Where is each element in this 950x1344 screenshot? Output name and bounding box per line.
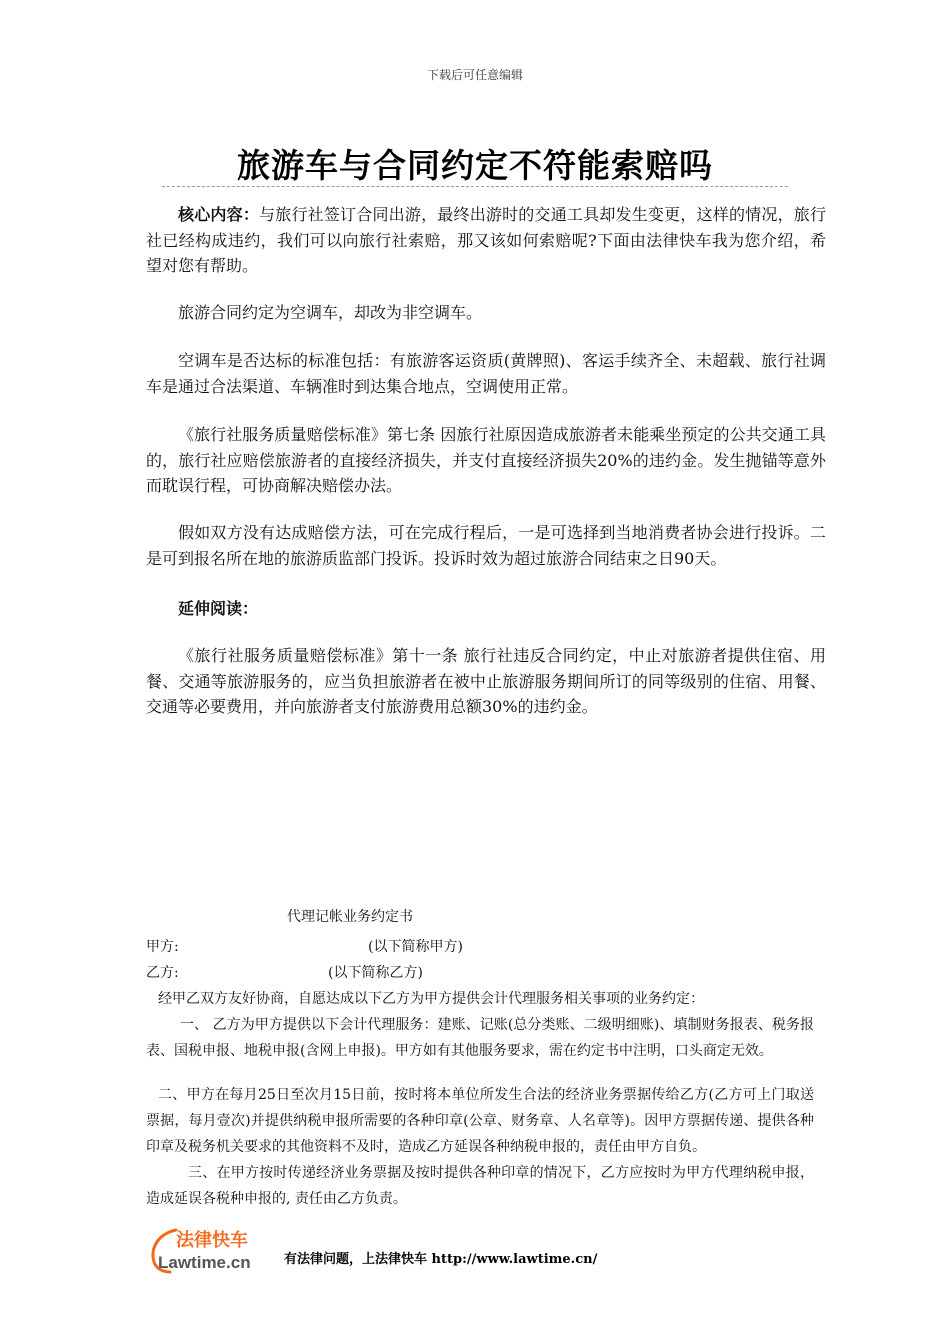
intro-paragraph <box>146 202 826 279</box>
party-b-note: (以下简称乙方) <box>328 965 423 981</box>
footer <box>146 1226 806 1276</box>
contract-item-1: 一、 乙方为甲方提供以下会计代理服务：建账、记账(总分类账、二级明细账)、填制财务报表、税务报表、国税申报、地税申报(含网上申报)。甲方如有其他服务要求，需在约定书中注明，口头商定无效。 <box>146 1017 814 1059</box>
contract-title: 代理记帐业务约定书 <box>287 909 413 925</box>
title-divider <box>162 186 788 187</box>
page-title: 旅游车与合同约定不符能索赔吗 <box>237 146 713 185</box>
party-a-note: (以下简称甲方) <box>368 939 463 955</box>
contract-item-3: 三、在甲方按时传递经济业务票据及按时提供各种印章的情况下，乙方应按时为甲方代理纳税申报，造成延误各税种申报的, 责任由乙方负责。 <box>146 1165 814 1207</box>
paragraph-1: 旅游合同约定为空调车，却改为非空调车。 <box>178 303 483 322</box>
contract-item-2: 二、甲方在每月25日至次月15日前，按时将本单位所发生合法的经济业务票据传给乙方(乙方可上门取送票据，每月壹次)并提供纳税申报所需要的各种印章(公章、财务章、人名章等)。因甲方票据传递、提供各种印章及税务机关要求的其他资料不及时，造成乙方延误各种纳税申报的，责任由甲方自负。 <box>146 1087 814 1155</box>
header-note: 下载后可任意编辑 <box>426 68 523 82</box>
paragraph-2: 空调车是否达标的标准包括：有旅游客运资质(黄牌照)、客运手续齐全、未超载、旅行社调车是通过合法渠道、车辆准时到达集合地点，空调使用正常。 <box>146 351 826 396</box>
logo-en-text: Lawtime.cn <box>158 1253 251 1272</box>
intro-label: 核心内容： <box>178 205 260 224</box>
extended-reading-label: 延伸阅读： <box>178 599 259 618</box>
lawtime-logo <box>146 1226 286 1274</box>
footer-slogan: 有法律问题，上法律快车 http://www.lawtime.cn/ <box>284 1252 598 1267</box>
party-b-label: 乙方: <box>146 965 179 981</box>
intro-text: 与旅行社签订合同出游，最终出游时的交通工具却发生变更，这样的情况，旅行社已经构成违约，我们可以向旅行社索赔，那又该如何索赔呢?下面由法律快车我为您介绍，希望对您有帮助。 <box>146 205 826 275</box>
paragraph-3: 《旅行社服务质量赔偿标准》第七条 因旅行社原因造成旅游者未能乘坐预定的公共交通工具的，旅行社应赔偿旅游者的直接经济损失，并支付直接经济损失20%的违约金。发生抛锚等意外而耽误行程，可协商解决赔偿办法。 <box>146 425 826 495</box>
logo-cn-text: 法律快车 <box>176 1230 248 1251</box>
extended-reading-text: 《旅行社服务质量赔偿标准》第十一条 旅行社违反合同约定，中止对旅游者提供住宿、用餐、交通等旅游服务的，应当负担旅游者在被中止旅游服务期间所订的同等级别的住宿、用餐、交通等必要费用，并向旅游者支付旅游费用总额30%的违约金。 <box>146 646 826 716</box>
contract-preamble: 经甲乙双方友好协商，自愿达成以下乙方为甲方提供会计代理服务相关事项的业务约定： <box>158 991 704 1007</box>
paragraph-4: 假如双方没有达成赔偿方法，可在完成行程后，一是可选择到当地消费者协会进行投诉。二是可到报名所在地的旅游质监部门投诉。投诉时效为超过旅游合同结束之日90天。 <box>146 523 826 568</box>
party-a-label: 甲方: <box>146 939 179 955</box>
